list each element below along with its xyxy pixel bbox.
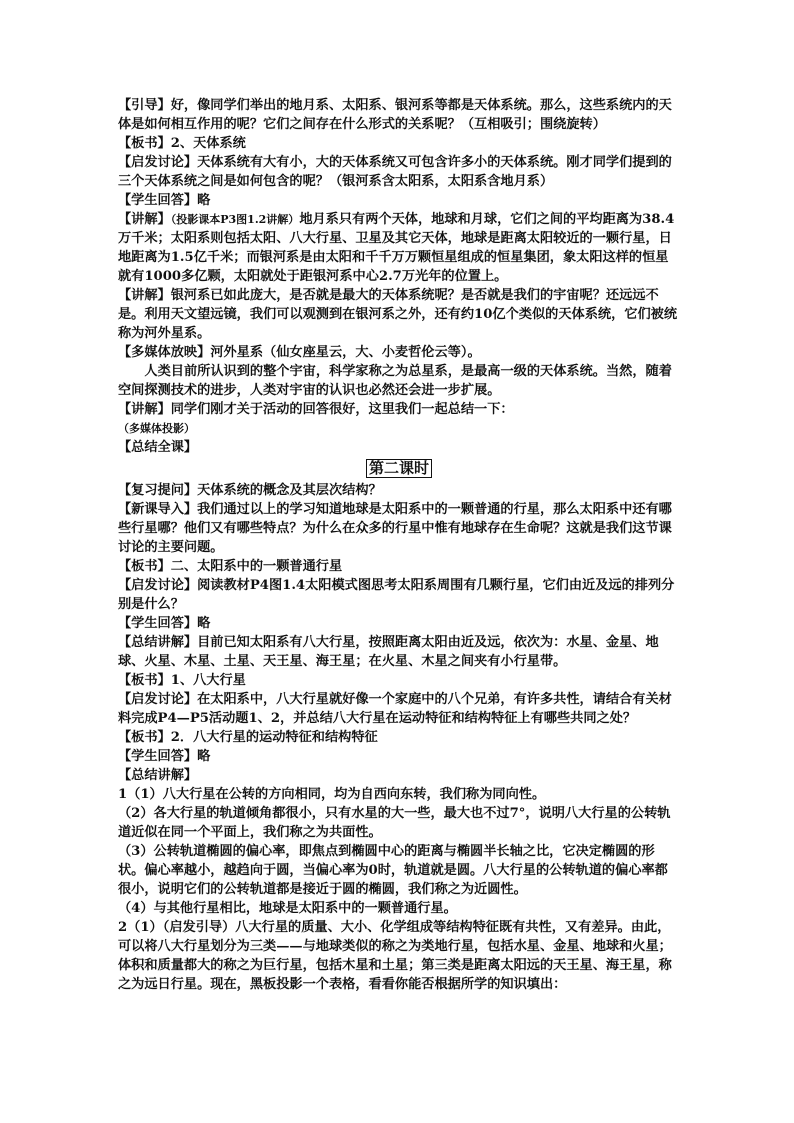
paragraph-note: （投影课本P3图1.2讲解） [170, 213, 300, 226]
paragraph-tag: 【启发讨论】 [118, 692, 198, 707]
paragraph-tag: 【总结讲解】 [118, 768, 198, 783]
paragraph-note: （多媒体投影） [118, 422, 195, 435]
paragraph [118, 766, 680, 785]
paragraph-tag: 【新课导入】 [118, 502, 198, 517]
paragraph [118, 438, 680, 457]
paragraph-tag: 【多媒体放映】 [118, 345, 211, 360]
paragraph [118, 576, 680, 614]
paragraph-text: 银河系已如此庞大，是否就是最大的天体系统呢？是否就是我们的宇宙呢？还远远不是。利用天文望远镜，我们可以观测到在银河系之外，还有约10亿个类似的天体系统，它们被统称为河外星系。 [118, 288, 678, 341]
paragraph-text: 1（1）八大行星在公转的方向相同，均为自西向东转，我们称为同向性。 [118, 787, 546, 802]
paragraph-text: 在太阳系中，八大行星就好像一个家庭中的八个兄弟，有许多共性，请结合有关材料完成P4—P5活动题1、2，并总结八大行星在运动特征和结构特征上有哪些共同之处？ [118, 692, 672, 726]
paragraph-text: 好，像同学们举出的地月系、太阳系、银河系等都是天体系统。那么，这些系统内的天体是如何相互作用的呢？它们之间存在什么形式的关系呢？（互相吸引；围绕旋转） [118, 98, 672, 132]
paragraph [118, 804, 680, 842]
paragraph-text: 1、八大行星 [170, 673, 246, 688]
paragraph-tag: 【总结全课】 [118, 440, 198, 455]
paragraph [118, 747, 680, 766]
paragraph-text: 2．八大行星的运动特征和结构特征 [170, 730, 378, 745]
paragraph-text: 地月系只有两个天体，地球和月球，它们之间的平均距离为38.4万千米；太阳系则包括太阳、八大行星、卫星及其它天体，地球是距离太阳较近的一颗行星，日地距离为1.5亿千米；而银河系是由太阳和千千万万颗恒星组成的恒星集团，象太阳这样的恒星就有1000多亿颗，太阳就处于距银河系中心2.7万光年的位置上。 [118, 212, 675, 284]
paragraph-text: 2（1）（启发引导）八大行星的质量、大小、化学组成等结构特征既有共性，又有差异。由此，可以将八大行星划分为三类——与地球类似的称之为类地行星，包括水星、金星、地球和火星；体积和质量都大的称之为巨行星，包括木星和土星；第三类是距离太阳远的天王星、海王星，称之为远日行星。现在，黑板投影一个表格，看看你能否根据所学的知识填出： [118, 920, 672, 992]
paragraph-text: （3）公转轨道椭圆的偏心率，即焦点到椭圆中心的距离与椭圆半长轴之比，它决定椭圆的形状。偏心率越小，越趋向于圆，当偏心率为0时，轨道就是圆。八大行星的公转轨道的偏心率都很小，说明它们的公转轨道都是接近于圆的椭圆，我们称之为近圆性。 [118, 844, 668, 897]
paragraph [118, 690, 680, 728]
paragraph-text: （2）各大行星的轨道倾角都很小，只有水星的大一些，最大也不过7°，说明八大行星的公转轨道近似在同一个平面上，我们称之为共面性。 [118, 806, 671, 840]
paragraph-tag: 【板书】 [118, 673, 171, 688]
paragraph [118, 343, 680, 362]
paragraph [118, 918, 680, 994]
paragraph-tag: 【总结讲解】 [118, 635, 198, 650]
paragraph-text: 2、天体系统 [170, 136, 246, 151]
paragraph-tag: 【讲解】 [118, 288, 171, 303]
paragraph-tag: 【复习提问】 [118, 483, 198, 498]
document-page [118, 96, 680, 994]
paragraph-text: 略 [197, 616, 211, 631]
paragraph [118, 96, 680, 134]
paragraph [118, 842, 680, 899]
paragraph [118, 671, 680, 690]
paragraph [118, 614, 680, 633]
paragraph-tag: 【启发讨论】 [118, 155, 198, 170]
paragraph-text: 同学们刚才关于活动的回答很好，这里我们一起总结一下： [170, 402, 514, 417]
paragraph-tag: 【讲解】 [118, 402, 171, 417]
paragraph [118, 557, 680, 576]
paragraph [118, 633, 680, 671]
paragraph [118, 459, 680, 479]
paragraph-tag: 【板书】 [118, 559, 171, 574]
paragraph-text: 略 [197, 749, 211, 764]
paragraph-text: 天体系统有大有小，大的天体系统又可包含许多小的天体系统。刚才同学们提到的三个天体系统之间是如何包含的呢？（银河系含太阳系，太阳系含地月系） [118, 155, 672, 189]
paragraph-tag: 【讲解】 [118, 212, 171, 227]
paragraph-tag: 【板书】 [118, 136, 171, 151]
paragraph [118, 899, 680, 918]
paragraph-tag: 【启发讨论】 [118, 578, 198, 593]
paragraph-text: 略 [197, 193, 211, 208]
paragraph-text: 天体系统的概念及其层次结构？ [197, 483, 382, 498]
paragraph [118, 785, 680, 804]
paragraph-text: 我们通过以上的学习知道地球是太阳系中的一颗普通的行星，那么太阳系中还有哪些行星哪？他们又有哪些特点？为什么在众多的行星中惟有地球存在生命呢？这就是我们这节课讨论的主要问题。 [118, 502, 672, 555]
paragraph-tag: 【学生回答】 [118, 616, 198, 631]
paragraph [118, 134, 680, 153]
paragraph [118, 419, 680, 438]
paragraph [118, 210, 680, 286]
paragraph [118, 728, 680, 747]
paragraph [118, 286, 680, 343]
paragraph-text: （4）与其他行星相比，地球是太阳系中的一颗普通行星。 [118, 901, 457, 916]
paragraph-text: 河外星系（仙女座星云，大、小麦哲伦云等）。 [210, 345, 481, 360]
paragraph-tag: 【学生回答】 [118, 749, 198, 764]
paragraph [118, 500, 680, 557]
paragraph [118, 481, 680, 500]
paragraph [118, 362, 680, 400]
paragraph-text: 阅读教材P4图1.4太阳模式图思考太阳系周围有几颗行星，它们由近及远的排列分别是什么？ [118, 578, 675, 612]
paragraph-tag: 【板书】 [118, 730, 171, 745]
paragraph [118, 400, 680, 419]
section-heading: 第二课时 [366, 459, 432, 478]
paragraph [118, 191, 680, 210]
paragraph [118, 153, 680, 191]
paragraph-text: 人类目前所认识到的整个宇宙，科学家称之为总星系，是最高一级的天体系统。当然，随着空间探测技术的进步，人类对宇宙的认识也必然还会进一步扩展。 [118, 364, 672, 398]
paragraph-tag: 【引导】 [118, 98, 171, 113]
paragraph-tag: 【学生回答】 [118, 193, 198, 208]
paragraph-text: 二、太阳系中的一颗普通行星 [170, 559, 343, 574]
paragraph-text: 目前已知太阳系有八大行星，按照距离太阳由近及远，依次为：水星、金星、地球、火星、木星、土星、天王星、海王星；在火星、木星之间夹有小行星带。 [118, 635, 659, 669]
